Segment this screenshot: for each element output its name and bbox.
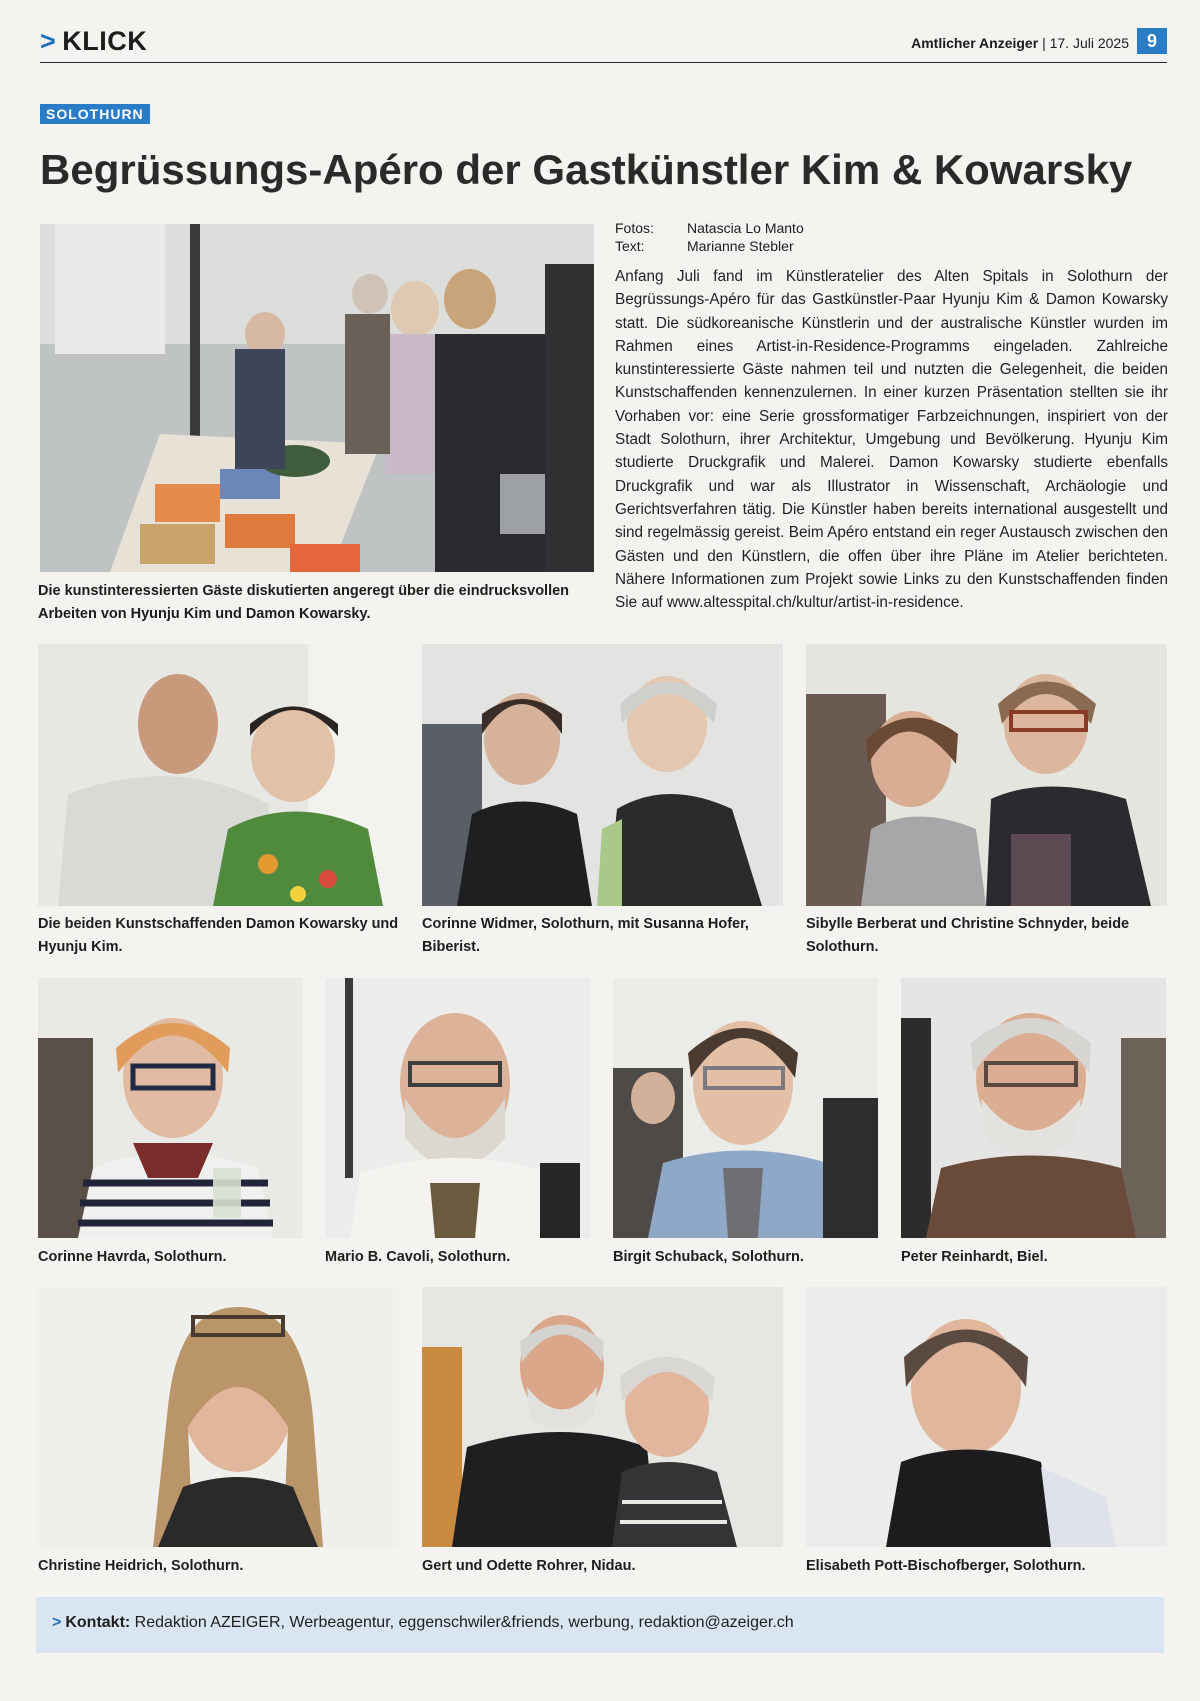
chevron-right-icon: >: [40, 26, 57, 56]
credit-row: [615, 237, 804, 255]
contact-details: Redaktion AZEIGER, Werbeagentur, eggenschwiler&friends, werbung, redaktion@azeiger.ch: [130, 1614, 794, 1631]
section-label: [40, 26, 147, 57]
photo-caption: Die beiden Kunstschaffenden Damon Kowarsky und Hyunju Kim.: [38, 916, 399, 955]
photo-caption: Corinne Havrda, Solothurn.: [38, 1249, 227, 1265]
photo-caption: Birgit Schuback, Solothurn.: [613, 1249, 804, 1265]
credit-label: Fotos:: [615, 220, 654, 236]
photo-caption: Christine Heidrich, Solothurn.: [38, 1558, 244, 1574]
contact-label: Kontakt:: [65, 1614, 131, 1631]
photo-kowarsky-kim: [38, 644, 399, 906]
photo-caption: Mario B. Cavoli, Solothurn.: [325, 1249, 511, 1265]
region-tag: SOLOTHURN: [40, 104, 150, 124]
photo-caption: Sibylle Berberat und Christine Schnyder, beide Solothurn.: [806, 916, 1130, 955]
main-photo-caption: Die kunstinteressierten Gäste diskutierten angeregt über die eindrucksvollen Arbeiten von Hyunju Kim und Damon Kowarsky.: [38, 583, 570, 622]
photo-reinhardt: [901, 978, 1166, 1238]
photo-rohrer: [422, 1287, 783, 1547]
main-event-photo: [40, 224, 594, 572]
article-body: Anfang Juli fand im Künstleratelier des Alten Spitals in Solothurn der Begrüssungs-Apéro für das Gastkünstler-Paar Hyunju Kim & Damon Kowarsky statt. Die südkoreanische Künstlerin und der australische Künstler wurden im Rahmen eines Artist-in-Residence-Programms eingeladen. Zahlreiche kunstinteressierte Gäste nahmen teil und nutzten die Gelegenheit, die beiden Kunstschaffenden kennenzulernen. In einer kurzen Präsentation stellten sie ihr Vorhaben vor: eine Serie grossformatiger Farbzeichnungen, inspiriert von der Stadt Solothurn, ihrer Architektur, Umgebung und Bevölkerung. Hyunju Kim studierte Druckgrafik und Malerei. Damon Kowarsky studierte ebenfalls Druckgrafik und war als Illustrator in Wissenschaft, Archäologie und Gerichtsverfahren tätig. Die Künstler haben bereits international ausgestellt und sind regelmässig gereist. Beim Apéro entstand ein reger Austausch zwischen den Gästen und den Künstlern, die offen über ihre Pläne im Atelier berichteten. Nähere Informationen zum Projekt sowie Links zu den Kunstschaffenden finden Sie auf www.altesspital.ch/kultur/artist-in-residence.: [615, 268, 1168, 612]
photo-berberat-schnyder: [806, 644, 1167, 906]
contact-footer: [36, 1597, 1164, 1653]
credit-row: [615, 219, 804, 237]
photo-caption: Elisabeth Pott-Bischofberger, Solothurn.: [806, 1558, 1086, 1574]
photo-widmer-hofer: [422, 644, 783, 906]
photo-caption: Corinne Widmer, Solothurn, mit Susanna Hofer, Biberist.: [422, 916, 749, 955]
page-header: [40, 24, 1167, 63]
article-credits: [615, 219, 804, 255]
article-headline: Begrüssungs-Apéro der Gastkünstler Kim & Kowarsky: [40, 146, 1133, 193]
credit-value: Marianne Stebler: [687, 238, 794, 254]
paper-info: [911, 35, 1129, 51]
contact-text: [52, 1614, 794, 1632]
photo-cavoli: [325, 978, 590, 1238]
header-separator: |: [1042, 35, 1046, 51]
paper-name: Amtlicher Anzeiger: [911, 35, 1039, 51]
credit-value: Natascia Lo Manto: [687, 220, 804, 236]
credit-label: Text:: [615, 238, 645, 254]
photo-caption: Peter Reinhardt, Biel.: [901, 1249, 1048, 1265]
photo-havrda: [38, 978, 303, 1238]
photo-schuback: [613, 978, 878, 1238]
photo-heidrich: [38, 1287, 399, 1547]
photo-pott-bischofberger: [806, 1287, 1167, 1547]
page-number-badge: 9: [1137, 28, 1167, 54]
chevron-right-icon: >: [52, 1614, 62, 1631]
issue-date: 17. Juli 2025: [1049, 35, 1129, 51]
section-name: KLICK: [62, 26, 148, 56]
photo-caption: Gert und Odette Rohrer, Nidau.: [422, 1558, 636, 1574]
